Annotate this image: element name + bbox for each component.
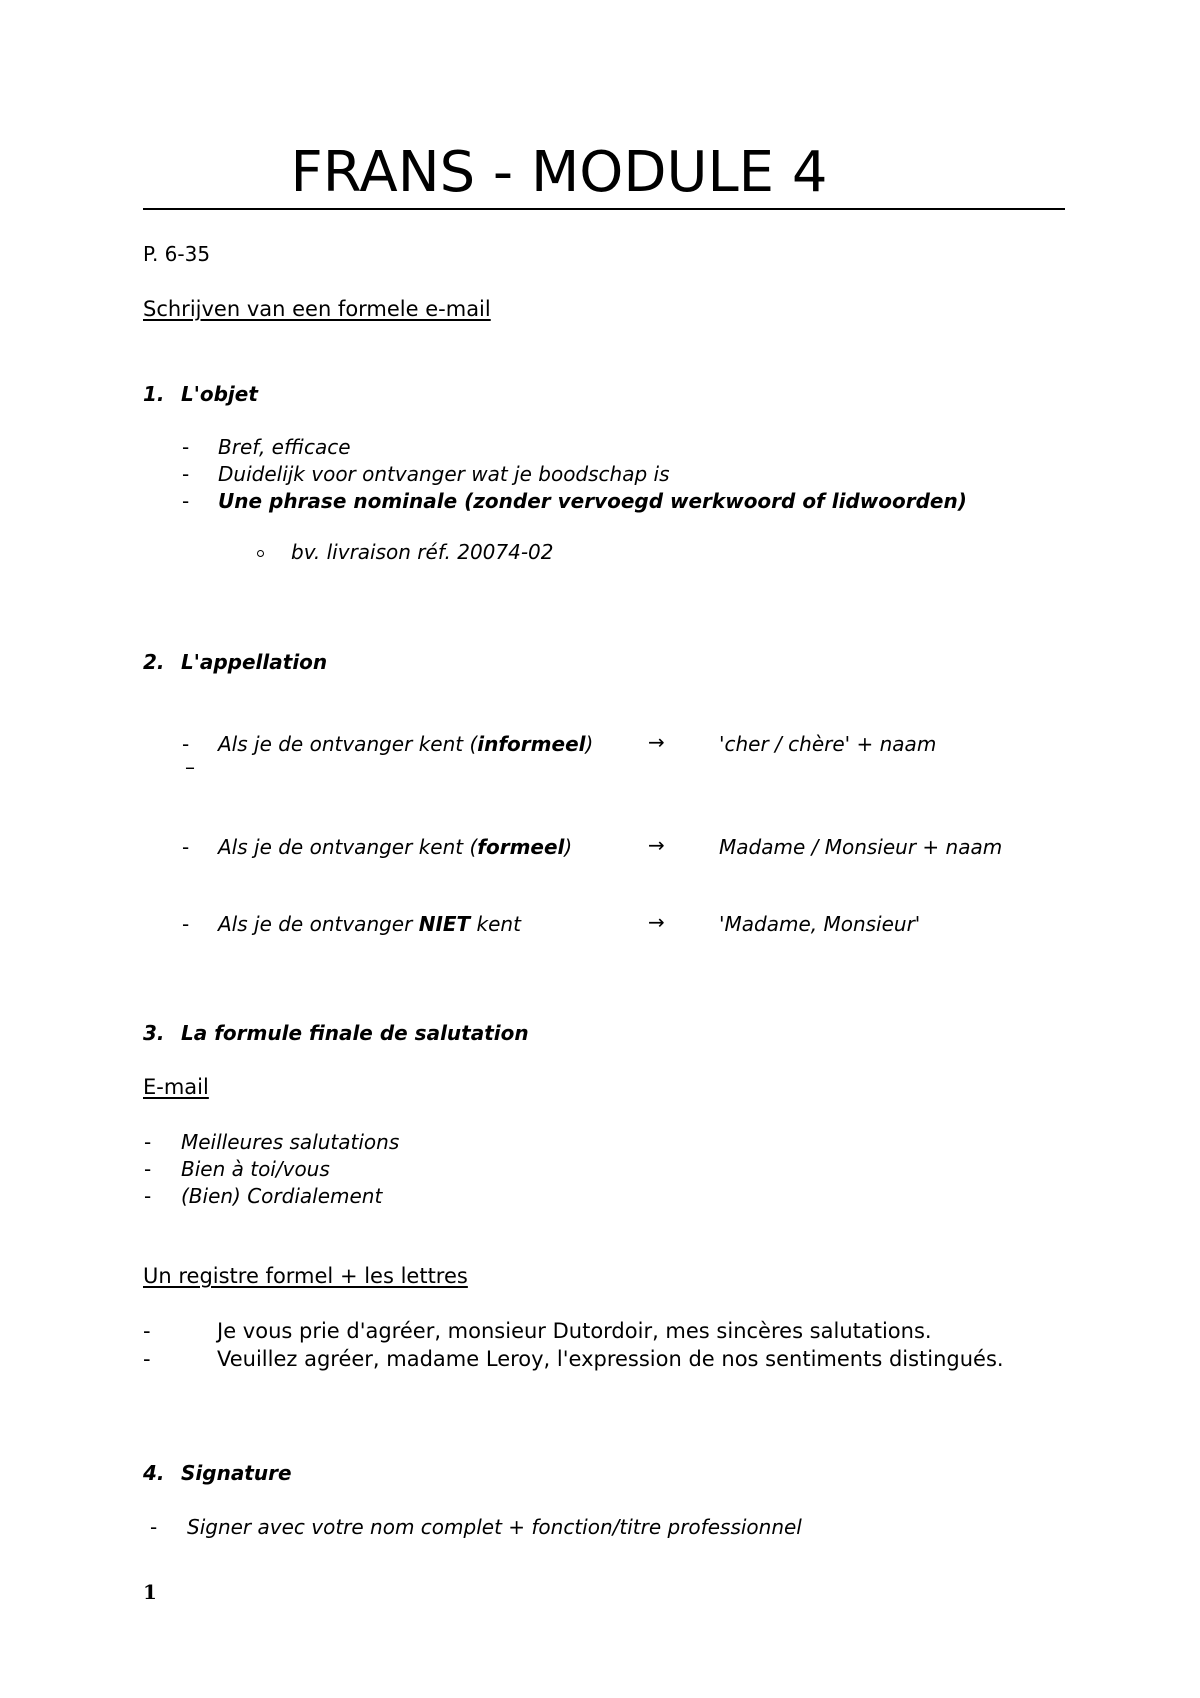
email-subheading: E-mail <box>143 1075 209 1099</box>
section-number: 2. <box>143 650 165 674</box>
list-item: Une phrase nominale (zonder vervoegd werkwoord of lidwoorden) <box>218 489 967 513</box>
appellation-result: 'Madame, Monsieur' <box>719 912 921 936</box>
bullet-dash: - <box>182 912 190 936</box>
page-number: 1 <box>143 1580 157 1604</box>
section-number: 3. <box>143 1021 165 1045</box>
sub-list-item: bv. livraison réf. 20074-02 <box>291 540 554 564</box>
appellation-result: Madame / Monsieur + naam <box>719 835 1003 859</box>
section-heading: L'objet <box>181 382 258 406</box>
arrow-right-icon: → <box>648 833 665 857</box>
stray-dash: – <box>185 755 195 779</box>
list-item: Duidelijk voor ontvanger wat je boodschap is <box>218 462 670 486</box>
page-reference: P. 6-35 <box>143 242 211 266</box>
bullet-dash: - <box>182 489 190 513</box>
list-item: Bien à toi/vous <box>181 1157 330 1181</box>
section-heading: Signature <box>181 1461 292 1485</box>
bullet-dash: - <box>143 1347 151 1371</box>
section-number: 4. <box>143 1461 165 1485</box>
circle-bullet-icon <box>257 550 264 557</box>
section-heading: L'appellation <box>181 650 328 674</box>
list-item: Veuillez agréer, madame Leroy, l'expression de nos sentiments distingués. <box>217 1347 1004 1371</box>
bullet-dash: - <box>150 1515 158 1539</box>
appellation-condition: Als je de ontvanger kent (formeel) <box>218 835 573 859</box>
bullet-dash: - <box>144 1130 152 1154</box>
appellation-result: 'cher / chère' + naam <box>719 732 937 756</box>
bullet-dash: - <box>144 1157 152 1181</box>
bullet-dash: - <box>182 435 190 459</box>
section-number: 1. <box>143 382 165 406</box>
list-item: Je vous prie d'agréer, monsieur Dutordoir, mes sincères salutations. <box>217 1319 932 1343</box>
bullet-dash: - <box>182 732 190 756</box>
list-item: Signer avec votre nom complet + fonction/titre professionnel <box>187 1515 802 1539</box>
appellation-condition: Als je de ontvanger kent (informeel) <box>218 732 594 756</box>
bullet-dash: - <box>182 835 190 859</box>
list-item: Meilleures salutations <box>181 1130 400 1154</box>
arrow-right-icon: → <box>648 910 665 934</box>
letters-subheading: Un registre formel + les lettres <box>143 1264 468 1288</box>
bullet-dash: - <box>144 1184 152 1208</box>
list-item: (Bien) Cordialement <box>181 1184 383 1208</box>
document-subtitle: Schrijven van een formele e-mail <box>143 297 491 321</box>
bullet-dash: - <box>182 462 190 486</box>
page-title: FRANS - MODULE 4 <box>290 140 828 205</box>
arrow-right-icon: → <box>648 730 665 754</box>
bullet-dash: - <box>143 1319 151 1343</box>
section-heading: La formule finale de salutation <box>181 1021 529 1045</box>
title-rule <box>143 208 1065 210</box>
list-item: Bref, efficace <box>218 435 351 459</box>
appellation-condition: Als je de ontvanger NIET kent <box>218 912 521 936</box>
